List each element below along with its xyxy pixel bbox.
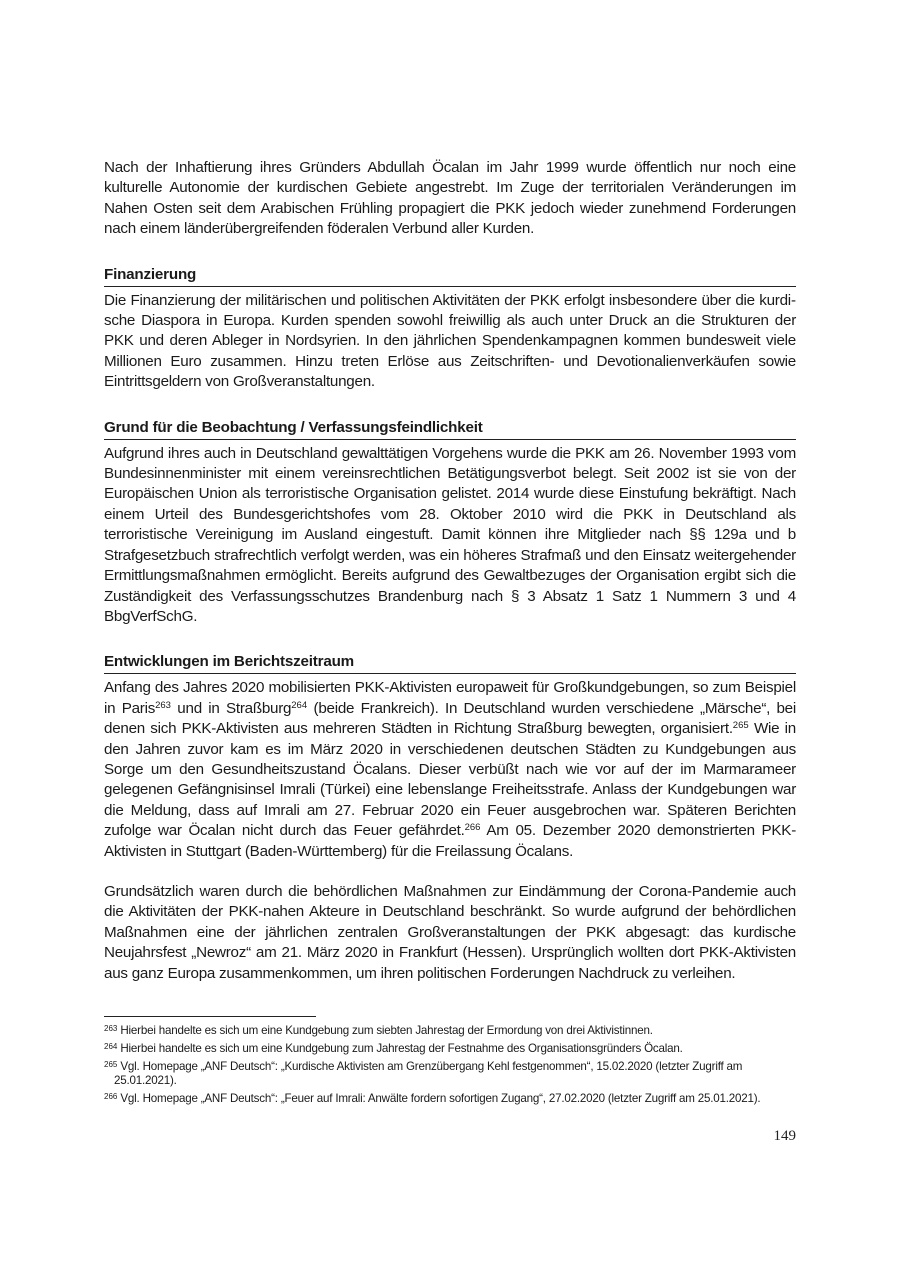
footnotes — [104, 1024, 804, 1110]
text-segment: (beide Frankreich). In Deutschland wurden verschiedene „Märsche“, bei denen sich PKK-Aktivisten aus mehreren Städten in Richtung Straßburg bewegten, organisiert. — [104, 699, 796, 738]
footnote-text: Hierbei handelte es sich um eine Kundgebung zum Jahrestag der Festnahme des Organisationsgründers Öcalan. — [117, 1042, 683, 1055]
footnote-text: Vgl. Homepage „ANF Deutsch“: „Kurdische Aktivisten am Grenzübergang Kehl festgenommen“, 15.02.2020 (letzter Zugriff am 25.01.2021). — [114, 1060, 743, 1087]
paragraph-gap — [104, 862, 796, 882]
footnote-263 — [104, 1024, 804, 1038]
heading-entwicklungen: Entwicklungen im Berichtszeitraum — [104, 652, 796, 674]
footnote-ref-266[interactable]: 266 — [464, 822, 481, 834]
footnote-number: 263 — [104, 1024, 118, 1033]
text-segment: und in Straßburg — [170, 699, 292, 717]
grund-paragraph: Aufgrund ihres auch in Deutschland gewalttätigen Vorgehens wurde die PKK am 26. November 1993 vom Bundesinnenminister mit einem vereinsrechtlichen Betätigungsverbot belegt. Seit 2002 ist sie von der Europäischen Union als terroristische Organisation gelistet. 2014 wurde diese Einstufung bekräftigt. Nach einem Urteil des Bundesgerichtshofes vom 28. Oktober 2010 wird die PKK in Deutschland als terroristische Vereinigung im Ausland eingestuft. Damit können ihre Mitglieder nach §§ 129a und b Strafgesetzbuch strafrechtlich verfolgt werden, was ein höheres Strafmaß und den Einsatz weitergehender Ermittlungsmaßnahmen ermöglicht. Bereits aufgrund des Gewaltbezuges der Organisation ergibt sich die Zuständigkeit des Verfassungsschutzes Brandenburg nach § 3 Absatz 1 Satz 1 Nummern 3 und 4 BbgVerfSchG. — [104, 444, 796, 625]
entwicklungen-paragraph-1 — [104, 678, 796, 862]
footnote-264 — [104, 1042, 804, 1056]
footnote-ref-263[interactable]: 263 — [155, 699, 171, 711]
footnote-number: 264 — [104, 1042, 118, 1051]
page-number: 149 — [773, 1128, 796, 1144]
heading-finanzierung: Finanzierung — [104, 265, 796, 287]
text-segment: Wie in den Jahren zuvor kam es im März 2020 in verschiedenen deutschen Städten zu Kundgebungen aus Sorge um den Gesundheitszustand Öcalans. Dieser verbüßt nach wie vor auf der im Marmarameer gelegenen Gefängnisinsel Imrali (Türkei) eine lebenslange Freiheitsstrafe. Anlass der Kundgebungen war die Meldung, dass auf Imrali am 27. Februar 2020 ein Feuer ausgebrochen war. Späteren Berichten zufolge war Öcalan nicht durch das Feuer gefährdet. — [104, 720, 796, 840]
heading-grund: Grund für die Beobachtung / Verfassungsfeindlichkeit — [104, 418, 796, 440]
intro-paragraph: Nach der Inhaftierung ihres Gründers Abdullah Öcalan im Jahr 1999 wurde öffentlich nur noch eine kulturelle Autonomie der kurdischen Gebiete angestrebt. Im Zuge der territorialen Veränderungen im Nahen Osten seit dem Arabischen Frühling propagiert die PKK jedoch wieder zunehmend Forderungen nach einem länderübergreifenden föderalen Verbund aller Kurden. — [104, 159, 796, 238]
footnote-ref-264[interactable]: 264 — [291, 699, 308, 711]
text-segment: Am 05. Dezember 2020 demonstrierten PKK-Aktivisten in Stuttgart (Baden-Württemberg) für die Freilassung Öcalans. — [104, 822, 796, 860]
footnote-text: Hierbei handelte es sich um eine Kundgebung zum siebten Jahrestag der Ermordung von drei Aktivistinnen. — [117, 1024, 653, 1037]
footnote-text: Vgl. Homepage „ANF Deutsch“: „Feuer auf Imrali: Anwälte fordern sofortigen Zugang“, 27.02.2020 (letzter Zugriff am 25.01.2021). — [117, 1092, 761, 1105]
main-content — [104, 158, 796, 984]
text-segment: Anfang des Jahres 2020 mobilisierten PKK-Aktivisten europaweit für Großkundgebungen, so zum Beispiel in Paris — [104, 679, 796, 717]
footnote-number: 265 — [104, 1060, 118, 1069]
footnote-266 — [104, 1092, 804, 1106]
footnote-number: 266 — [104, 1092, 118, 1101]
finanzierung-paragraph: Die Finanzierung der militärischen und politischen Aktivitäten der PKK erfolgt insbesondere über die kurdische Diaspora in Europa. Kurden spenden sowohl freiwillig als auch unter Druck an die Strukturen der PKK und deren Ableger in Nordsyrien. In den jährlichen Spendenkampagnen kommen bundesweit viele Millionen Euro zusammen. Hinzu treten Erlöse aus Zeitschriften- und Devotionalienverkäufen sowie Eintrittsgeldern von Großveranstaltungen. — [104, 291, 796, 391]
entwicklungen-paragraph-2: Grundsätzlich waren durch die behördlichen Maßnahmen zur Eindämmung der Corona-Pandemie auch die Aktivitäten der PKK-nahen Akteure in Deutschland beschränkt. So wurde aufgrund der behördlichen Maßnahmen eine der jährlichen zentralen Großveranstaltungen der PKK abgesagt: das kurdische Neujahrsfest „Newroz“ am 21. März 2020 in Frankfurt (Hessen). Ursprünglich wollten dort PKK-Aktivisten aus ganz Europa zusammenkommen, um ihren politischen Forderungen Nachdruck zu verleihen. — [104, 882, 796, 982]
footnote-265 — [104, 1060, 804, 1088]
footnote-separator — [104, 1016, 316, 1017]
footnote-ref-265[interactable]: 265 — [732, 720, 749, 732]
